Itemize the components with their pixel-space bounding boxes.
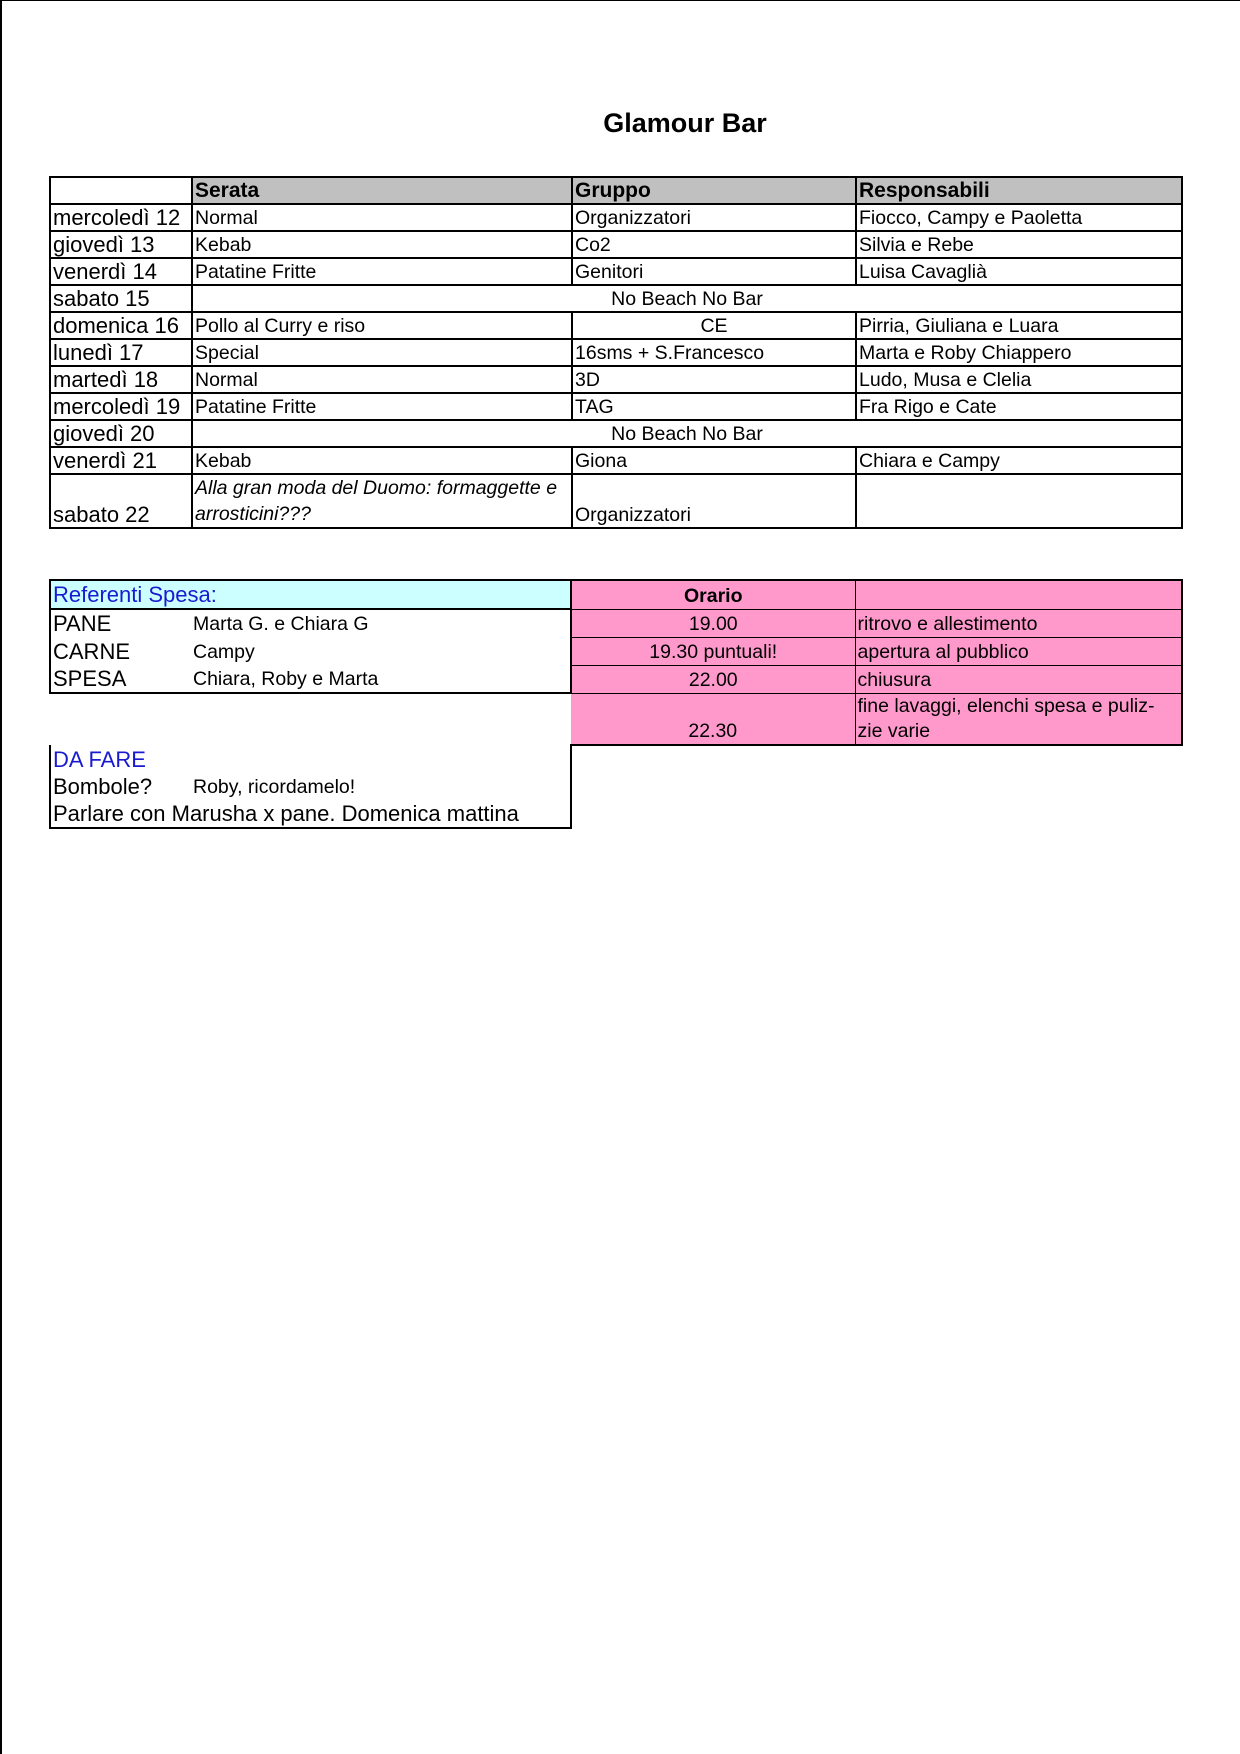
referente-item: PANE: [50, 609, 191, 637]
gruppo-cell: Genitori: [572, 258, 856, 285]
responsabili-cell: Pirria, Giuliana e Luara: [856, 312, 1182, 339]
table-row: [50, 339, 1182, 366]
table-row: [50, 285, 1182, 312]
table-row: [50, 447, 1182, 474]
header-day: [50, 177, 192, 204]
table-row: [50, 231, 1182, 258]
orario-desc: ritrovo e allestimento: [855, 609, 1182, 637]
list-item: [50, 609, 1182, 637]
header-serata: Serata: [192, 177, 572, 204]
orario-heading-blank: [855, 580, 1182, 609]
table-row: [50, 366, 1182, 393]
header-gruppo: Gruppo: [572, 177, 856, 204]
table-row: [50, 420, 1182, 447]
responsabili-cell: Marta e Roby Chiappero: [856, 339, 1182, 366]
day-cell: giovedì 13: [50, 231, 192, 258]
responsabili-cell: Silvia e Rebe: [856, 231, 1182, 258]
responsabili-cell: [856, 474, 1182, 528]
table-row: [50, 258, 1182, 285]
serata-cell: Pollo al Curry e riso: [192, 312, 572, 339]
schedule-header-row: [50, 177, 1182, 204]
list-item: [50, 693, 1182, 745]
gruppo-cell: Giona: [572, 447, 856, 474]
da-fare-label: Parlare con Marusha x pane. Domenica mattina: [50, 800, 571, 828]
orario-heading: Orario: [571, 580, 855, 609]
day-cell: venerdì 21: [50, 447, 192, 474]
page-title: Glamour Bar: [603, 108, 767, 138]
orario-desc: chiusura: [855, 665, 1182, 693]
schedule-table: [49, 176, 1183, 529]
closed-note: No Beach No Bar: [192, 285, 1182, 312]
orario-time: 19.00: [571, 609, 855, 637]
orario-time: 22.30: [571, 693, 855, 745]
table-row: [50, 393, 1182, 420]
responsabili-cell: Fra Rigo e Cate: [856, 393, 1182, 420]
gruppo-cell: TAG: [572, 393, 856, 420]
day-cell: sabato 22: [50, 474, 192, 528]
serata-cell: Alla gran moda del Duomo: formaggette e arrosticini???: [192, 474, 572, 528]
orario-time: 22.00: [571, 665, 855, 693]
serata-cell: Normal: [192, 204, 572, 231]
orario-desc: fine lavaggi, elenchi spesa e puliz-zie varie: [855, 693, 1182, 745]
da-fare-label: Bombole?: [50, 773, 191, 800]
list-item: [50, 773, 1182, 800]
serata-cell: Patatine Fritte: [192, 393, 572, 420]
gruppo-cell: Organizzatori: [572, 474, 856, 528]
page-border-left: [0, 0, 2, 1754]
gruppo-cell: CE: [572, 312, 856, 339]
referente-item: SPESA: [50, 665, 191, 693]
da-fare-heading: DA FARE: [50, 745, 571, 773]
referenti-heading: Referenti Spesa:: [50, 580, 571, 609]
responsabili-cell: Fiocco, Campy e Paoletta: [856, 204, 1182, 231]
referente-who: Campy: [191, 637, 571, 665]
serata-cell: Kebab: [192, 447, 572, 474]
table-row: [50, 312, 1182, 339]
serata-cell: Kebab: [192, 231, 572, 258]
da-fare-note: Roby, ricordamelo!: [191, 773, 571, 800]
referente-item: CARNE: [50, 637, 191, 665]
referente-who: Chiara, Roby e Marta: [191, 665, 571, 693]
closed-note: No Beach No Bar: [192, 420, 1182, 447]
gruppo-cell: Co2: [572, 231, 856, 258]
day-cell: martedì 18: [50, 366, 192, 393]
page-border-top: [0, 0, 1240, 1]
day-cell: mercoledì 19: [50, 393, 192, 420]
list-item: [50, 665, 1182, 693]
referenti-orario-header-row: [50, 580, 1182, 609]
info-table: [49, 579, 1183, 829]
referente-who: Marta G. e Chiara G: [191, 609, 571, 637]
table-row: [50, 204, 1182, 231]
responsabili-cell: Chiara e Campy: [856, 447, 1182, 474]
day-cell: domenica 16: [50, 312, 192, 339]
list-item: [50, 800, 1182, 828]
header-responsabili: Responsabili: [856, 177, 1182, 204]
orario-time: 19.30 puntuali!: [571, 637, 855, 665]
responsabili-cell: Luisa Cavaglià: [856, 258, 1182, 285]
list-item: [50, 637, 1182, 665]
serata-cell: Normal: [192, 366, 572, 393]
day-cell: giovedì 20: [50, 420, 192, 447]
serata-cell: Special: [192, 339, 572, 366]
day-cell: lunedì 17: [50, 339, 192, 366]
day-cell: venerdì 14: [50, 258, 192, 285]
da-fare-header-row: [50, 745, 1182, 773]
serata-cell: Patatine Fritte: [192, 258, 572, 285]
gruppo-cell: 3D: [572, 366, 856, 393]
table-row: [50, 474, 1182, 528]
orario-desc: apertura al pubblico: [855, 637, 1182, 665]
gruppo-cell: 16sms + S.Francesco: [572, 339, 856, 366]
gruppo-cell: Organizzatori: [572, 204, 856, 231]
day-cell: sabato 15: [50, 285, 192, 312]
day-cell: mercoledì 12: [50, 204, 192, 231]
responsabili-cell: Ludo, Musa e Clelia: [856, 366, 1182, 393]
